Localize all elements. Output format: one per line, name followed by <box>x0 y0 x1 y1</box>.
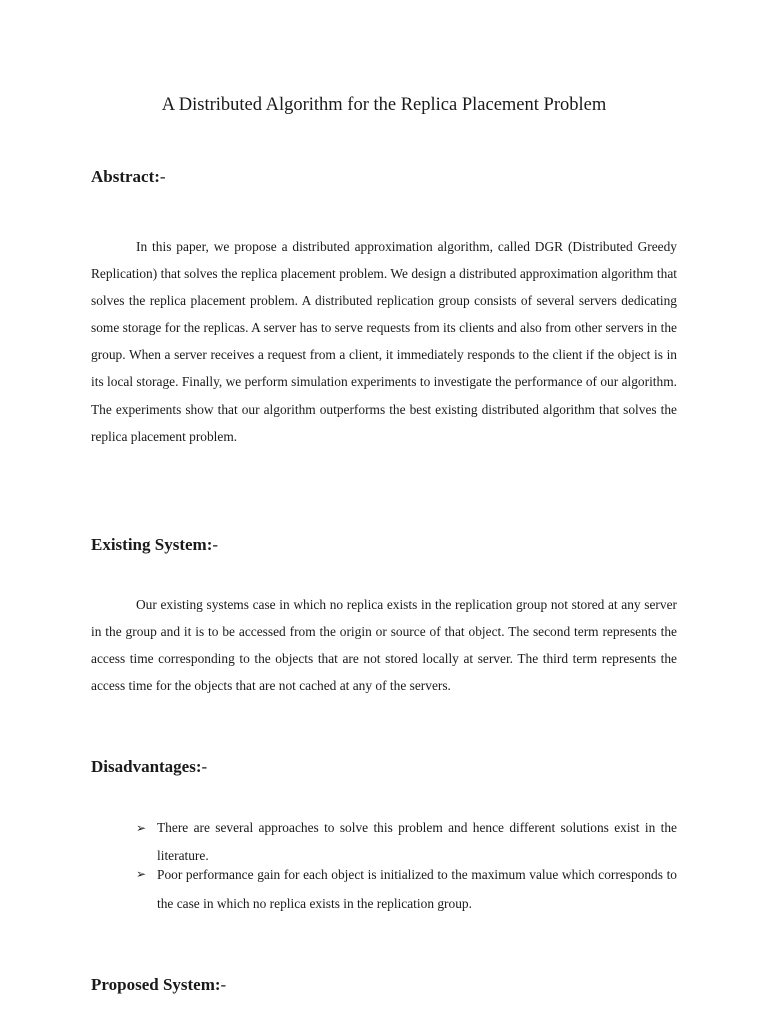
existing-system-heading-text: Existing System: <box>91 535 213 554</box>
abstract-heading <box>91 166 166 188</box>
list-item-text: Poor performance gain for each object is initialized to the maximum value which corresponds to the case in which no replica exists in the replication group. <box>157 867 677 911</box>
proposed-system-heading-tail: - <box>220 975 227 994</box>
existing-system-heading <box>91 534 218 556</box>
proposed-system-heading-text: Proposed System: <box>91 975 221 994</box>
abstract-paragraph: In this paper, we propose a distributed approximation algorithm, called DGR (Distributed Greedy Replication) that solves the replica placement problem. We design a distributed approximation algorithm that solves the replica placement problem. A distributed replication group consists of several servers dedicating some storage for the replicas. A server has to serve requests from its clients and also from other servers in the group. When a server receives a request from a client, it immediately responds to the client if the object is in its local storage. Finally, we perform simulation experiments to investigate the performance of our algorithm. The experiments show that our algorithm outperforms the best existing distributed algorithm that solves the replica placement problem. <box>91 239 677 444</box>
abstract-heading-text: Abstract: <box>91 167 160 186</box>
list-item-text: There are several approaches to solve this problem and hence different solutions exist in the literature. <box>157 820 677 863</box>
document-title: A Distributed Algorithm for the Replica Placement Problem <box>161 95 607 115</box>
abstract-heading-tail: - <box>159 167 166 186</box>
disadvantages-heading-text: Disadvantages: <box>91 757 202 776</box>
disadvantages-list <box>136 814 677 918</box>
disadvantages-heading <box>91 756 207 778</box>
list-item <box>136 860 677 918</box>
arrowhead-bullet-icon: ➢ <box>136 867 147 881</box>
existing-system-paragraph: Our existing systems case in which no replica exists in the replication group not stored at any server in the group and it is to be accessed from the origin or source of that object. The second term represents the access time corresponding to the objects that are not stored locally at server. The third term represents the access time for the objects that are not cached at any of the servers. <box>91 597 677 694</box>
disadvantages-heading-tail: - <box>201 757 208 776</box>
existing-system-heading-tail: - <box>212 535 219 554</box>
proposed-system-heading <box>91 974 226 996</box>
arrowhead-bullet-icon: ➢ <box>136 821 147 835</box>
